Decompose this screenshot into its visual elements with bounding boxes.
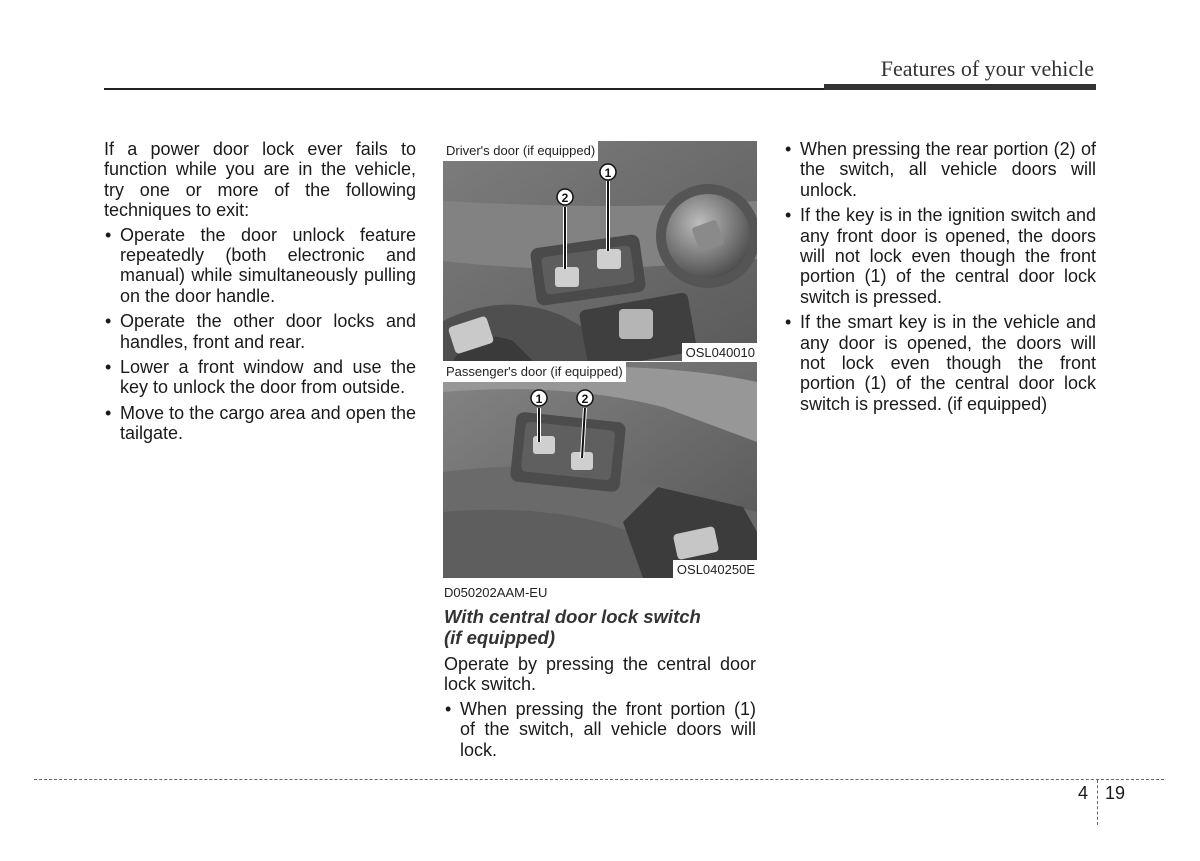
figure-caption: Passenger's door (if equipped): [443, 362, 626, 382]
lock-switch-notes-list: [784, 139, 1096, 414]
header-rule-accent: [824, 84, 1096, 90]
body-paragraph: Operate by pressing the central door lock switch.: [444, 654, 756, 695]
drivers-door-illustration: [443, 141, 757, 361]
callout-2: 2: [561, 191, 569, 205]
section-title: Features of your vehicle: [880, 56, 1094, 81]
list-item: • Operate the door unlock feature repeatedly (both electronic and manual) while simultaneously pulling on the door handle.: [104, 225, 416, 307]
callout-1: 1: [535, 392, 543, 406]
list-item: • If the key is in the ignition switch and any front door is opened, the doors will not lock even though the front portion (1) of the central door lock switch is pressed.: [784, 205, 1096, 307]
list-item: • When pressing the front portion (1) of the switch, all vehicle doors will lock.: [444, 699, 756, 760]
list-item: • Move to the cargo area and open the tailgate.: [104, 403, 416, 444]
list-item: • Operate the other door locks and handles, front and rear.: [104, 311, 416, 352]
page-number: 19: [1105, 783, 1126, 803]
document-code: D050202AAM-EU: [444, 585, 548, 600]
callout-1: 1: [604, 166, 612, 180]
subheading-line-1: With central door lock switch: [444, 606, 701, 627]
lock-switch-list: [444, 699, 756, 760]
callout-2: 2: [581, 392, 589, 406]
figure-caption: Driver's door (if equipped): [443, 141, 598, 161]
passengers-door-figure: [443, 362, 757, 578]
figure-code: OSL040250E: [673, 560, 757, 578]
figure-code: OSL040010: [682, 343, 757, 361]
left-column: [104, 139, 416, 449]
escape-techniques-list: [104, 225, 416, 444]
chapter-number: 4: [1078, 783, 1089, 803]
subheading-line-2: (if equipped): [444, 627, 555, 648]
footer-divider: [1097, 780, 1098, 825]
drivers-door-figure: [443, 141, 757, 361]
subheading: [444, 606, 756, 648]
intro-paragraph: If a power door lock ever fails to function while you are in the vehicle, try one or more of the following techniques to exit:: [104, 139, 416, 221]
right-column: [784, 139, 1096, 419]
middle-column: [444, 585, 756, 765]
footer-rule: [34, 779, 1164, 780]
list-item: • When pressing the rear portion (2) of the switch, all vehicle doors will unlock.: [784, 139, 1096, 200]
list-item: • Lower a front window and use the key to unlock the door from outside.: [104, 357, 416, 398]
passengers-door-illustration: [443, 362, 757, 578]
list-item: • If the smart key is in the vehicle and any door is opened, the doors will not lock even though the front portion (1) of the central door lock switch is pressed. (if equipped): [784, 312, 1096, 414]
